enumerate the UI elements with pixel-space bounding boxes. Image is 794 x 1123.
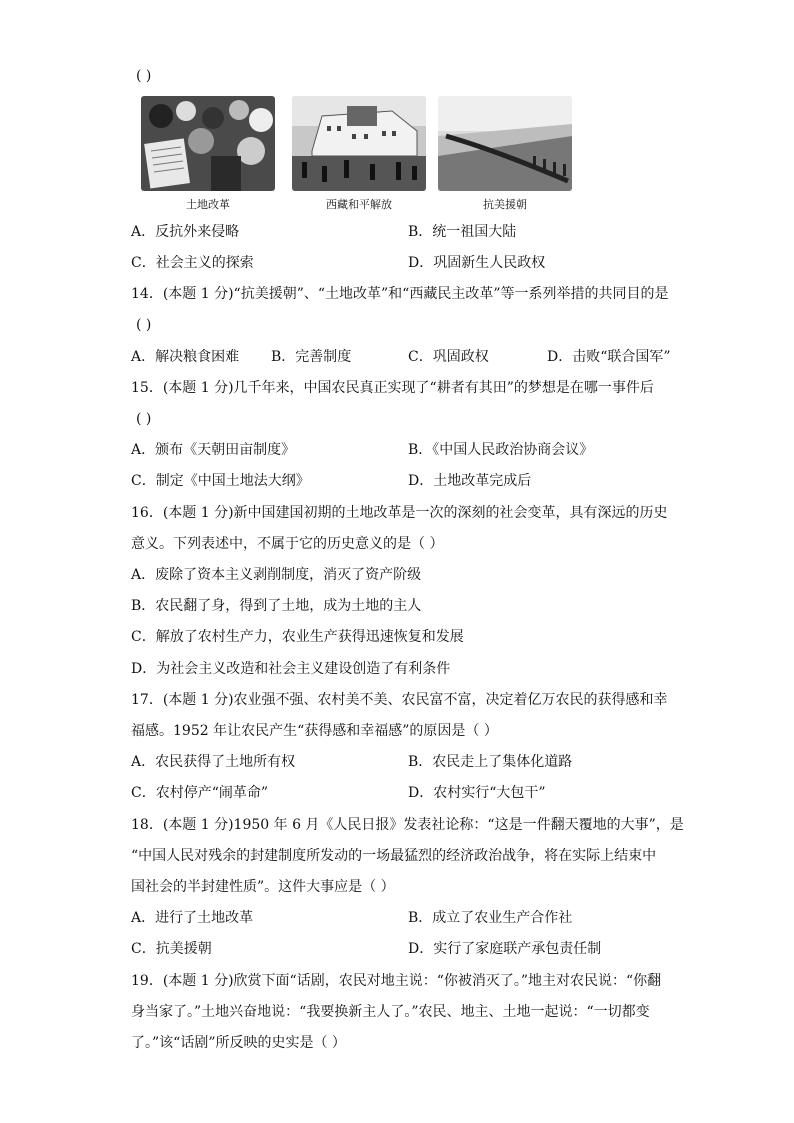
q14-option-b[interactable]: B．完善制度 <box>271 349 352 365</box>
photo-caption-tibet: 西藏和平解放 <box>326 198 392 211</box>
q18-option-b[interactable]: B．成立了农业生产合作社 <box>408 910 573 926</box>
q16-option-d[interactable]: D．为社会主义改造和社会主义建设创造了有利条件 <box>131 661 451 677</box>
korean-war-photo <box>438 96 572 191</box>
q15-option-c[interactable]: C．制定《中国土地法大纲》 <box>131 473 310 489</box>
photo-caption-land-reform: 土地改革 <box>186 198 230 211</box>
q13-option-a[interactable]: A．反抗外来侵略 <box>131 224 240 240</box>
q17-option-b[interactable]: B．农民走上了集体化道路 <box>408 754 573 770</box>
land-reform-photo <box>141 96 275 191</box>
q15-option-b[interactable]: B．《中国人民政治协商会议》 <box>408 442 594 458</box>
q14-option-a[interactable]: A．解决粮食困难 <box>131 349 240 365</box>
q18-option-d[interactable]: D．实行了家庭联产承包责任制 <box>408 941 602 957</box>
q19-stem-line-2: 身当家了。”土地兴奋地说：“我要换新主人了。”农民、地主、土地一起说：“一切都变 <box>131 1004 650 1020</box>
q18-option-c[interactable]: C．抗美援朝 <box>131 941 212 957</box>
q16-stem-line-1: 16．(本题 1 分)新中国建国初期的土地改革是一次的深刻的社会变革，具有深远的历史 <box>131 505 668 521</box>
q15-answer-bracket: ( ) <box>136 411 152 427</box>
q18-stem-line-3: 国社会的半封建性质”。这件大事应是（ ） <box>131 879 395 895</box>
q14-stem: 14．(本题 1 分)“抗美援朝”、“土地改革”和“西藏民主改革”等一系列举措的共同目的是 <box>131 286 669 302</box>
q19-stem-line-1: 19．(本题 1 分)欣赏下面“话剧，农民对地主说：“你被消灭了。”地主对农民说：“你翻 <box>131 973 662 989</box>
q13-option-b[interactable]: B．统一祖国大陆 <box>408 224 517 240</box>
q15-stem: 15．(本题 1 分)几千年来，中国农民真正实现了“耕者有其田”的梦想是在哪一事件后 <box>131 380 654 396</box>
q16-option-a[interactable]: A．废除了资本主义剥削制度，消灭了资产阶级 <box>131 567 422 583</box>
q13-option-d[interactable]: D．巩固新生人民政权 <box>408 255 546 271</box>
q17-stem-line-1: 17．(本题 1 分)农业强不强、农村美不美、农民富不富，决定着亿万农民的获得感和幸 <box>131 692 668 708</box>
q13-answer-bracket: ( ) <box>136 68 152 84</box>
q15-option-d[interactable]: D．土地改革完成后 <box>408 473 532 489</box>
q19-stem-line-3: 了。”该“话剧”所反映的史实是（ ） <box>131 1035 346 1051</box>
q18-stem-line-1: 18．(本题 1 分)1950 年 6 月《人民日报》发表社论称：“这是一件翻天覆地的大事”，是 <box>131 817 684 833</box>
q17-option-d[interactable]: D．农村实行“大包干” <box>408 785 546 801</box>
q14-option-c[interactable]: C．巩固政权 <box>408 349 489 365</box>
q13-option-c[interactable]: C．社会主义的探索 <box>131 255 254 271</box>
tibet-liberation-photo <box>292 96 426 191</box>
q18-option-a[interactable]: A．进行了土地改革 <box>131 910 254 926</box>
q17-option-a[interactable]: A．农民获得了土地所有权 <box>131 754 296 770</box>
q18-stem-line-2: “中国人民对残余的封建制度所发动的一场最猛烈的经济政治战争，将在实际上结束中 <box>131 848 657 864</box>
q14-answer-bracket: ( ) <box>136 317 152 333</box>
q15-option-a[interactable]: A．颁布《天朝田亩制度》 <box>131 442 296 458</box>
q14-option-d[interactable]: D．击败“联合国军” <box>547 349 671 365</box>
q17-option-c[interactable]: C．农村停产“闹革命” <box>131 785 269 801</box>
q16-stem-line-2: 意义。下列表述中，不属于它的历史意义的是（ ） <box>131 536 444 552</box>
q16-option-c[interactable]: C．解放了农村生产力，农业生产获得迅速恢复和发展 <box>131 629 464 645</box>
q16-option-b[interactable]: B．农民翻了身，得到了土地，成为土地的主人 <box>131 598 422 614</box>
q17-stem-line-2: 福感。1952 年让农民产生“获得感和幸福感”的原因是（ ） <box>131 723 498 739</box>
photo-caption-korean-war: 抗美援朝 <box>483 198 527 211</box>
